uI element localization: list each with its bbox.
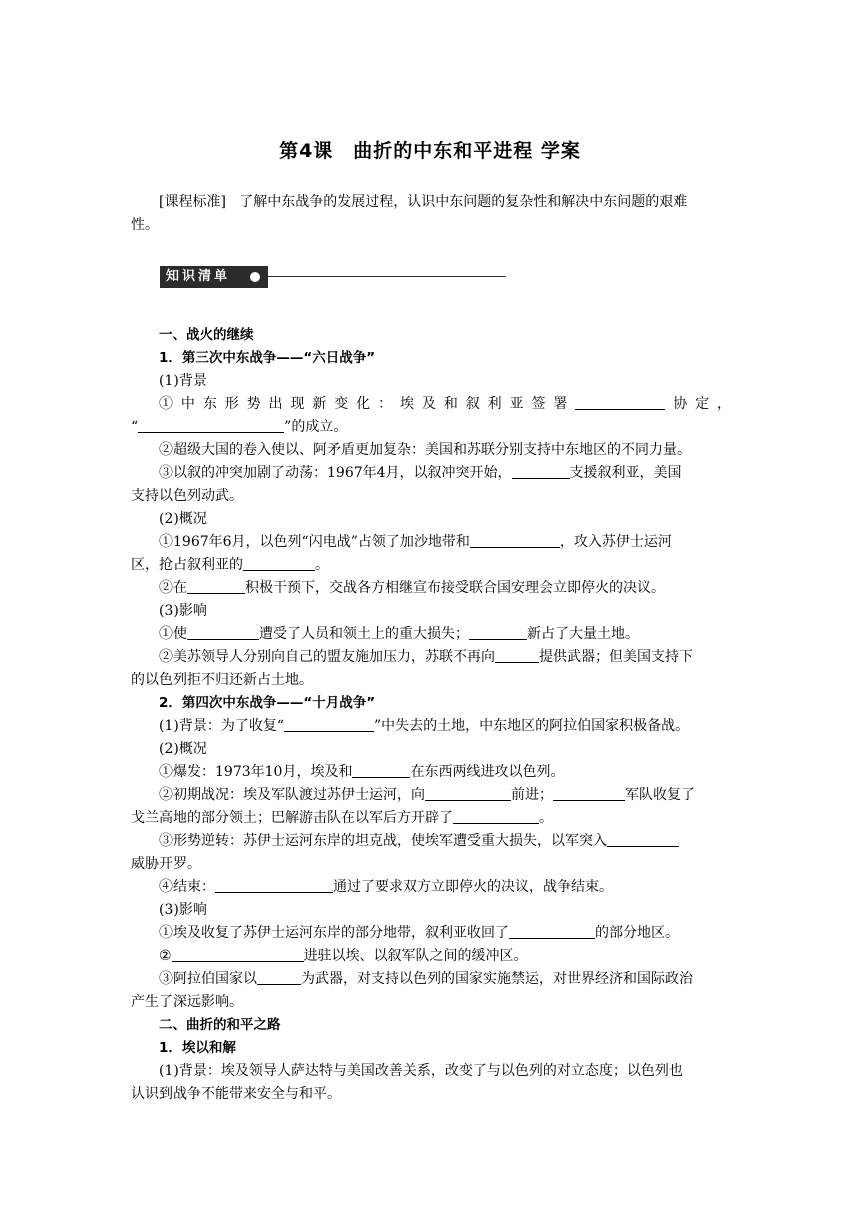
blank[interactable] xyxy=(257,970,301,985)
war-3-ov-2: ②在 积极干预下，交战各方相继宣布接受联合国安理会立即停火的决议。 xyxy=(159,580,665,596)
blank[interactable] xyxy=(243,556,315,571)
war-3-im-2: ②美苏领导人分别向自己的盟友施加压力，苏联不再向 提供武器；但美国支持下 xyxy=(159,649,693,665)
blank[interactable] xyxy=(470,533,560,548)
course-standard xyxy=(131,191,731,237)
war-4-ov-2: ②初期战况：埃及军队渡过苏伊士运河，向 前进； 军队收复了 xyxy=(159,787,695,803)
war-4-title: 2．第四次中东战争——“十月战争” xyxy=(159,695,376,711)
war-3-ov-1: ①1967年6月，以色列“闪电战”占领了加沙地带和 ，攻入苏伊士运河 xyxy=(159,534,672,550)
war-3-bg-heading: (1)背景 xyxy=(159,373,207,389)
blank[interactable] xyxy=(509,924,595,939)
knowledge-list-badge xyxy=(160,266,268,288)
war-4-ov-2-cont: 戈兰高地的部分领土；巴解游击队在以军后方开辟了 。 xyxy=(131,810,553,826)
page-title: 第4课 曲折的中东和平进程 学案 xyxy=(279,140,581,162)
blank[interactable] xyxy=(575,395,665,410)
blank[interactable] xyxy=(187,579,245,594)
war-3-im-2-cont: 的以色列拒不归还新占土地。 xyxy=(131,672,313,688)
blank[interactable] xyxy=(512,464,570,479)
blank[interactable] xyxy=(215,878,333,893)
war-3-im-heading: (3)影响 xyxy=(159,603,207,619)
war-4-im-1: ①埃及收复了苏伊士运河东岸的部分地带，叙利亚收回了 的部分地区。 xyxy=(159,925,679,941)
war-4-im-heading: (3)影响 xyxy=(159,902,207,918)
war-4-im-3: ③阿拉伯国家以 为武器，对支持以色列的国家实施禁运，对世界经济和国际政治 xyxy=(159,971,693,987)
blank[interactable] xyxy=(187,625,259,640)
war-4-ov-4: ④结束： 通过了要求双方立即停火的决议，战争结束。 xyxy=(159,879,613,895)
blank[interactable] xyxy=(284,717,374,732)
blank[interactable] xyxy=(172,947,304,962)
section-1-title: 一、战火的继续 xyxy=(159,327,254,343)
header-rule xyxy=(268,276,506,277)
war-3-bg-1: ①中东形势出现新变化：埃及和叙利亚签署 协定， xyxy=(159,396,732,412)
standard-text: 了解中东战争的发展过程，认识中东问题的复杂性和解决中东问题的艰难 xyxy=(239,194,688,210)
war-3-bg-1-cont: “ ”的成立。 xyxy=(131,419,348,435)
standard-text-cont: 性。 xyxy=(131,217,159,233)
blank[interactable] xyxy=(469,625,527,640)
war-4-ov-3: ③形势逆转：苏伊士运河东岸的坦克战，使埃军遭受重大损失，以军突入 xyxy=(131,830,731,853)
war-3-title: 1．第三次中东战争——“六日战争” xyxy=(159,350,376,366)
blank[interactable] xyxy=(553,786,625,801)
blank[interactable] xyxy=(138,418,284,433)
blank[interactable] xyxy=(425,786,511,801)
war-3-bg-3-cont: 支持以色列动武。 xyxy=(131,488,243,504)
badge-label: 知识清单 xyxy=(166,269,231,284)
war-4-ov-heading: (2)概况 xyxy=(159,741,207,757)
war-4-im-3-cont: 产生了深远影响。 xyxy=(131,994,243,1010)
standard-label: [课程标准] xyxy=(159,194,226,210)
war-3-im-1: ①使 遭受了人员和领土上的重大损失； 新占了大量土地。 xyxy=(159,626,639,642)
peace-1-title: 1．埃以和解 xyxy=(159,1040,236,1056)
knowledge-list-header xyxy=(160,266,506,290)
blank[interactable] xyxy=(495,648,539,663)
war-4-ov-3-cont: 威胁开罗。 xyxy=(131,856,201,872)
war-3-ov-heading: (2)概况 xyxy=(159,511,207,527)
war-3-ov-1-cont: 区，抢占叙利亚的 。 xyxy=(131,557,329,573)
blank[interactable] xyxy=(352,763,410,778)
peace-1-bg-cont: 认识到战争不能带来安全与和平。 xyxy=(131,1086,341,1102)
war-4-im-2: ② 进驻以埃、以叙军队之间的缓冲区。 xyxy=(159,948,528,964)
war-3-bg-2: ②超级大国的卷入使以、阿矛盾更加复杂：美国和苏联分别支持中东地区的不同力量。 xyxy=(159,442,691,458)
blank[interactable] xyxy=(607,832,679,847)
blank[interactable] xyxy=(453,809,539,824)
badge-dot-icon xyxy=(250,272,260,282)
peace-1-bg: (1)背景：埃及领导人萨达特与美国改善关系，改变了与以色列的对立态度；以色列也 xyxy=(159,1063,683,1079)
war-4-ov-1: ①爆发：1973年10月，埃及和 在东西两线进攻以色列。 xyxy=(159,764,565,780)
war-4-bg: (1)背景：为了收复“ ”中失去的土地，中东地区的阿拉伯国家积极备战。 xyxy=(159,718,690,734)
section-2-title: 二、曲折的和平之路 xyxy=(159,1017,281,1033)
main-content xyxy=(131,324,731,1106)
war-3-bg-3: ③以叙的冲突加剧了动荡：1967年4月，以叙冲突开始， 支援叙利亚，美国 xyxy=(159,465,682,481)
